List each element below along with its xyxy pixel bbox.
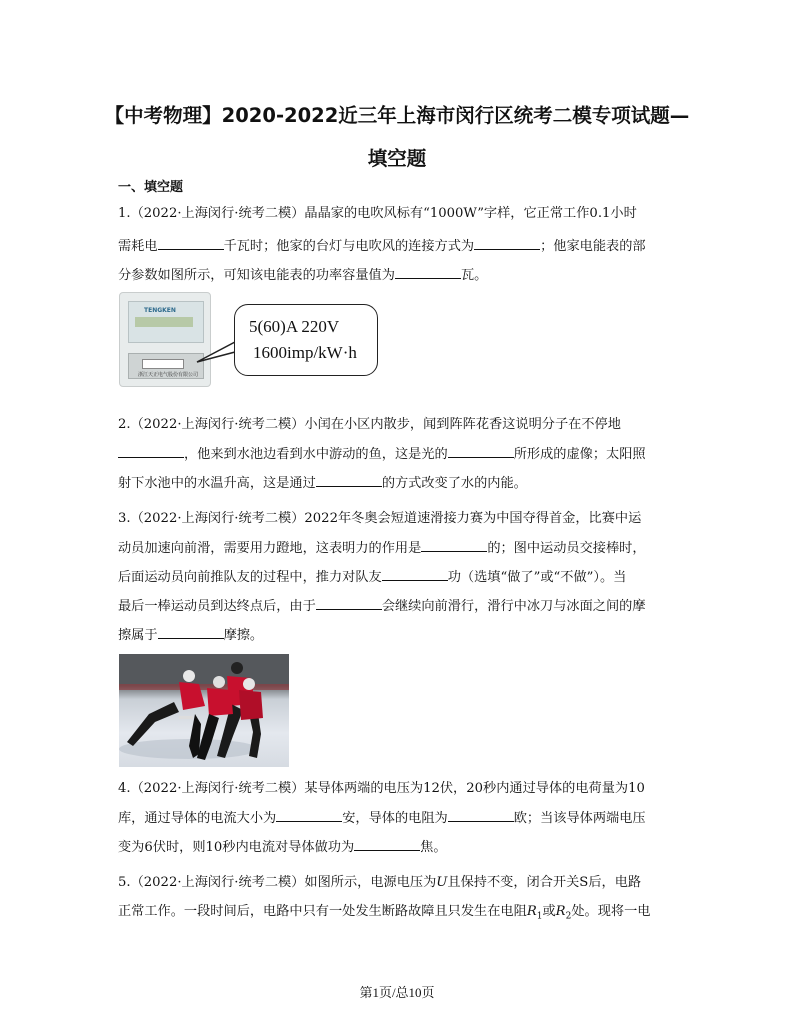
- page-footer: 第1页/总10页: [359, 985, 435, 1000]
- answer-blank: [316, 474, 382, 487]
- meter-spec-callout: [234, 304, 378, 376]
- callout-pointer-icon: [195, 338, 239, 368]
- question-2-line-1: 2.（2022·上海闵行·统考二模）小闰在小区内散步，闻到阵阵花香这说明分子在不停地: [118, 417, 621, 432]
- question-3-line-3: 后面运动员向前推队友的过程中，推力对队友 功（选填“做了”或“不做”）。当: [118, 570, 627, 585]
- answer-blank: [382, 568, 448, 581]
- question-5-line-1: 5.（2022·上海闵行·统考二模）如图所示，电源电压为U且保持不变，闭合开关S后，电路: [118, 875, 642, 890]
- meter-brand: TENGKEN: [144, 307, 176, 314]
- question-3-line-4: 最后一棒运动员到达终点后，由于 会继续向前滑行，滑行中冰刀与冰面之间的摩: [118, 599, 646, 614]
- answer-blank: [448, 809, 514, 822]
- answer-blank: [448, 445, 514, 458]
- question-4-line-2: 库，通过导体的电流大小为 安，导体的电阻为 欧；当该导体两端电压: [118, 811, 646, 826]
- question-4-line-3: 变为6伏时，则10秒内电流对导体做功为 焦。: [118, 840, 447, 855]
- question-1-line-1: 1.（2022·上海闵行·统考二模）晶晶家的电吹风标有“1000W”字样，它正常工作0.1小时: [118, 206, 637, 221]
- answer-blank: [354, 838, 420, 851]
- meter-spec-line-2: 1600imp/kW·h: [253, 343, 357, 362]
- question-3-line-2: 动员加速向前滑，需要用力蹬地，这表明力的作用是 的；图中运动员交接棒时，: [118, 541, 646, 556]
- answer-blank: [118, 445, 184, 458]
- answer-blank: [158, 237, 224, 250]
- question-2-line-3: 射下水池中的水温升高，这是通过 的方式改变了水的内能。: [118, 476, 527, 491]
- question-1-line-2: 需耗电 千瓦时；他家的台灯与电吹风的连接方式为 ；他家电能表的部: [118, 239, 646, 254]
- answer-blank: [276, 809, 342, 822]
- page-title: 【中考物理】2020-2022近三年上海市闵行区统考二模专项试题—: [104, 104, 690, 127]
- section-heading: 一、填空题: [118, 180, 184, 195]
- answer-blank: [158, 626, 224, 639]
- answer-blank: [316, 597, 382, 610]
- page-title-line2: 填空题: [367, 147, 427, 170]
- meter-spec-line-1: 5(60)A 220V: [249, 317, 340, 336]
- meter-maker: 浙江天正电气股份有限公司: [138, 372, 199, 378]
- answer-blank: [474, 237, 540, 250]
- speed-skating-photo: [119, 654, 289, 767]
- question-2-line-2: ，他来到水池边看到水中游动的鱼，这是光的 所形成的虚像；太阳照: [118, 445, 646, 464]
- answer-blank: [395, 266, 461, 279]
- question-1-line-3: 分参数如图所示，可知该电能表的功率容量值为 瓦。: [118, 268, 488, 283]
- question-5-line-2: 正常工作。一段时间后，电路中只有一处发生断路故障且只发生在电阻$R_1$或$R_2$处。现将一电: [118, 904, 651, 922]
- question-4-line-1: 4.（2022·上海闵行·统考二模）某导体两端的电压为12伏，20秒内通过导体的电荷量为10: [118, 781, 645, 796]
- question-3-line-1: 3.（2022·上海闵行·统考二模）2022年冬奥会短道速滑接力赛为中国夺得首金，比赛中运: [118, 511, 642, 526]
- answer-blank: [421, 539, 487, 552]
- question-3-line-5: 擦属于 摩擦。: [118, 628, 264, 643]
